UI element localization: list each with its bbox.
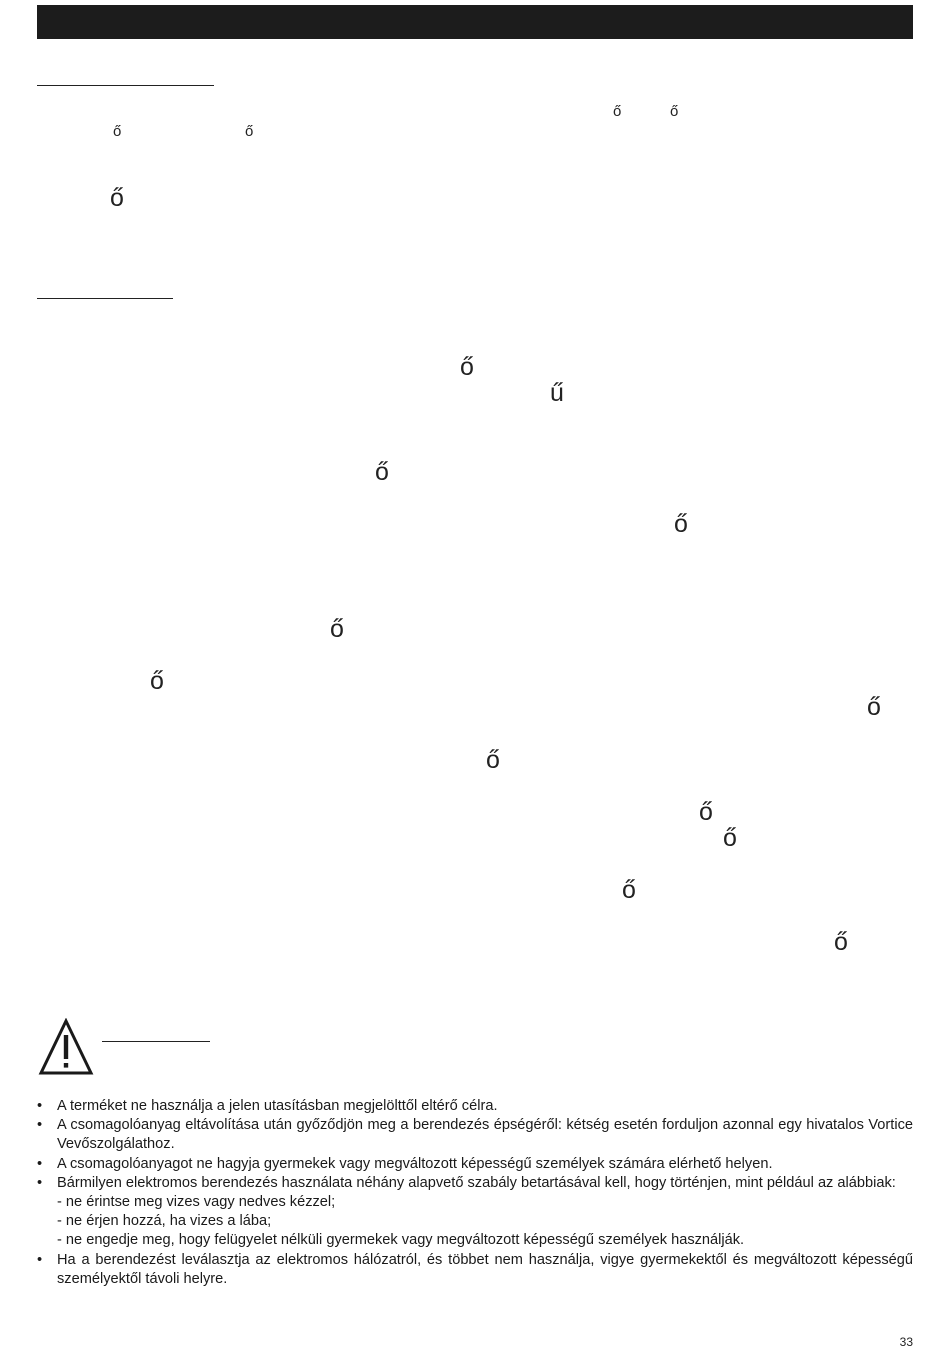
safety-warnings-list	[37, 1097, 913, 1289]
glyph-o-7: ő	[375, 458, 389, 486]
bullet-dot: •	[37, 1117, 43, 1134]
glyph-o-6: ő	[460, 353, 474, 381]
list-item	[37, 1251, 913, 1289]
glyph-o-1: ő	[613, 103, 622, 120]
glyph-o-5: ő	[110, 184, 124, 212]
glyph-o-2: ő	[670, 103, 679, 120]
list-item-text: Ha a berendezést leválasztja az elektromos hálózatról, és többet nem használja, vigye gyermekektől és megváltozott képességű személyektől távoli helyre.	[57, 1251, 913, 1287]
section-heading-underline-1	[37, 85, 214, 86]
warning-icon	[38, 1018, 94, 1076]
list-item-text: Bármilyen elektromos berendezés használata néhány alapvető szabály betartásával kell, hogy történjen, mint például az alábbiak:	[57, 1174, 896, 1191]
list-item-text: A csomagolóanyag eltávolítása után győződjön meg a berendezés épségéről: kétség esetén forduljon azonnal egy hivatalos Vortice Vevőszolgálathoz.	[57, 1117, 913, 1153]
list-subitem: - ne érjen hozzá, ha vizes a lába;	[57, 1213, 272, 1230]
glyph-o-8: ő	[674, 510, 688, 538]
list-item	[37, 1097, 913, 1116]
glyph-o-9: ő	[330, 615, 344, 643]
glyph-o-3: ő	[113, 123, 122, 140]
list-subitem: - ne érintse meg vizes vagy nedves kézzel;	[57, 1194, 336, 1211]
section-heading-underline-2	[37, 298, 173, 299]
list-item	[37, 1155, 913, 1174]
page-number: 33	[899, 1335, 913, 1349]
bullet-dot: •	[37, 1174, 43, 1191]
list-item	[37, 1174, 913, 1251]
glyph-o-12: ő	[486, 746, 500, 774]
list-item-text: A terméket ne használja a jelen utasításban megjelölttől eltérő célra.	[57, 1098, 498, 1114]
list-subitem: - ne engedje meg, hogy felügyelet nélküli gyermekek vagy megváltozott képességű személyek használják.	[57, 1232, 745, 1249]
glyph-o-16: ő	[834, 928, 848, 956]
glyph-o-14: ő	[723, 824, 737, 852]
glyph-o-10: ő	[150, 667, 164, 695]
glyph-o-11: ő	[867, 693, 881, 721]
glyph-u-1: ű	[550, 379, 564, 407]
glyph-o-4: ő	[245, 123, 254, 140]
list-item-text: A csomagolóanyagot ne hagyja gyermekek vagy megváltozott képességű személyek számára elérhető helyen.	[57, 1155, 773, 1172]
glyph-o-15: ő	[622, 876, 636, 904]
warning-heading-underline	[102, 1041, 210, 1042]
header-bar	[37, 5, 913, 39]
list-item	[37, 1116, 913, 1154]
glyph-o-13: ő	[699, 798, 713, 826]
bullet-dot: •	[37, 1155, 43, 1172]
bullet-dot: •	[37, 1098, 43, 1114]
bullet-dot: •	[37, 1251, 43, 1268]
